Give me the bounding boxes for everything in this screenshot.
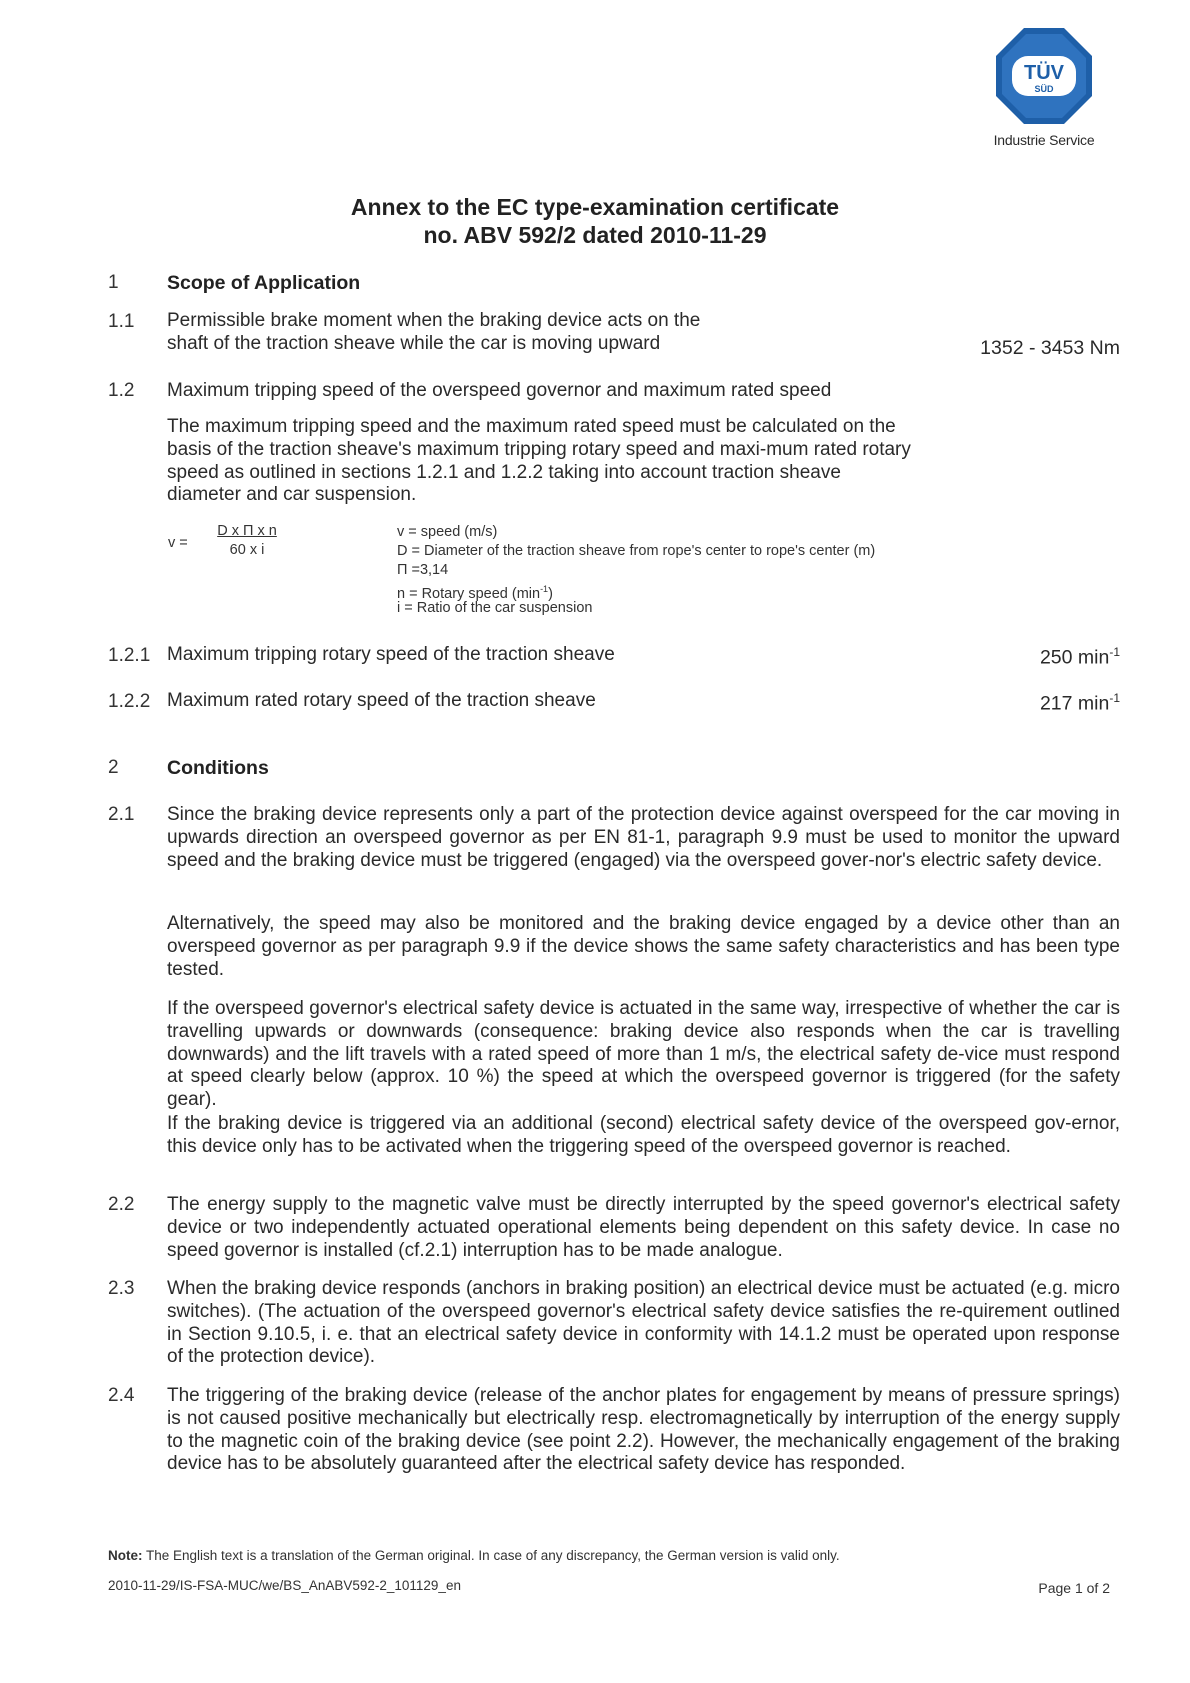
section-2-heading: Conditions [167,757,269,779]
item-2-2-number: 2.2 [108,1194,135,1215]
title-line-2: no. ABV 592/2 dated 2010-11-29 [423,222,767,248]
item-2-1-paragraph-2: Alternatively, the speed may also be monitored and the braking device engaged by a device other than an overspeed governor as per paragraph 9.9 if the device shows the same safety characteristics and has been type tested. [167,913,1120,980]
item-2-2-text: The energy supply to the magnetic valve must be directly interrupted by the speed governor's electrical safety device or two independently actuated operational elements being dependent on this safety device. In case no speed governor is installed (cf.2.1) interruption has to be made analogue. [167,1194,1120,1261]
formula-def-n-text: n = Rotary speed (min [397,585,541,602]
formula-def-i: i = Ratio of the car suspension [397,600,593,616]
item-1-2-text: Maximum tripping speed of the overspeed governor and maximum rated speed [167,380,832,401]
item-2-1-paragraph-1: Since the braking device represents only a part of the protection device against overspeed for the car moving in upwards direction an overspeed governor as per EN 81-1, paragraph 9.9 must be used to monitor the upward speed and the braking device must be triggered (engaged) via the overspeed gover-nor's electric safety device. [167,804,1120,871]
item-1-2-1-value-text: 250 min [1039,646,1110,669]
item-1-2-1-text: Maximum tripping rotary speed of the traction sheave [167,644,615,665]
item-2-3-text: When the braking device responds (anchors in braking position) an electrical device must be actuated (e.g. micro switches). (The actuation of the overspeed governor's electrical safety device satisfies the re-quirement outlined in Section 9.10.5, i. e. that an electrical safety device in conformity with 14.1.2 must be operated upon response of the protection device). [167,1278,1120,1368]
tuv-sud-logo [992,24,1096,154]
document-reference: 2010-11-29/IS-FSA-MUC/we/BS_AnABV592-2_101129_en [108,1578,461,1593]
formula-def-n-sup: -1 [540,584,549,594]
item-1-2-1-value [820,645,1120,670]
item-1-1-value: 1352 - 3453 Nm [980,337,1120,359]
logo-brand-sub-text: SÜD [1034,84,1054,94]
item-1-2-2-number: 1.2.2 [108,691,151,712]
section-1-heading: Scope of Application [167,272,361,294]
formula-lhs: v = [168,535,188,551]
formula-def-n-close: ) [548,585,553,602]
item-1-2-number: 1.2 [108,380,135,401]
item-1-2-2-value [820,691,1120,716]
item-1-2-2-value-text: 217 min [1039,692,1110,715]
tuv-octagon-icon [992,24,1096,128]
item-2-4-number: 2.4 [108,1385,135,1406]
item-2-1-paragraph-4: If the braking device is triggered via an additional (second) electrical safety device of the overspeed gov-ernor, this device only has to be activated when the triggering speed of the overspeed governor is reached. [167,1113,1120,1157]
item-2-1-number: 2.1 [108,804,135,825]
section-2-number: 2 [108,757,119,778]
section-1-number: 1 [108,272,119,293]
item-2-4-text: The triggering of the braking device (release of the anchor plates for engagement by means of pressure springs) is not caused positive mechanically but electrically resp. electromagnetically by interruption of the energy supply to the magnetic coin of the braking device (see point 2.2). However, the mechanically engagement of the braking device has to be absolutely guaranteed after the electrical safety device has responded. [167,1385,1120,1475]
item-1-1-number: 1.1 [108,311,135,332]
item-2-1-paragraph-3: If the overspeed governor's electrical safety device is actuated in the same way, irrespective of whether the car is travelling upwards or downwards (consequence: braking device also responds when the car is travelling downwards) and the lift travels with a rated speed of more than 1 m/s, the electrical safety de-vice must respond at speed clearly below (approx. 10 %) the speed at which the overspeed governor is triggered (for the safety gear). [167,998,1120,1111]
page-number: Page 1 of 2 [1038,1580,1110,1596]
item-1-2-2-value-sup: -1 [1109,691,1120,705]
item-1-1-text: Permissible brake moment when the braking device acts on the shaft of the traction sheave while the car is moving upward [167,310,701,354]
formula-def-pi: Π =3,14 [397,562,449,578]
item-1-2-paragraph: The maximum tripping speed and the maximum rated speed must be calculated on the basis of the traction sheave's maximum tripping rotary speed and maxi-mum rated rotary speed as outlined in sections 1.2.1 and 1.2.2 taking into account traction sheave diameter and car suspension. [167,416,911,506]
item-2-3-number: 2.3 [108,1278,135,1299]
title-line-1: Annex to the EC type-examination certificate [350,194,840,220]
translation-note [108,1548,840,1563]
item-1-2-1-value-sup: -1 [1109,645,1120,659]
formula-def-d: D = Diameter of the traction sheave from rope's center to rope's center (m) [397,543,876,559]
logo-unit-label: Industrie Service [993,132,1095,148]
formula-numerator: D x Π x n [217,523,277,539]
note-text: The English text is a translation of the German original. In case of any discrepancy, the German version is valid only. [146,1548,840,1563]
formula-denominator: 60 x i [229,542,265,558]
logo-brand-text: TÜV [1024,62,1064,84]
formula-def-v: v = speed (m/s) [397,524,498,540]
note-label: Note: [108,1548,143,1563]
item-1-2-2-text: Maximum rated rotary speed of the traction sheave [167,690,596,711]
item-1-2-1-number: 1.2.1 [108,645,151,666]
